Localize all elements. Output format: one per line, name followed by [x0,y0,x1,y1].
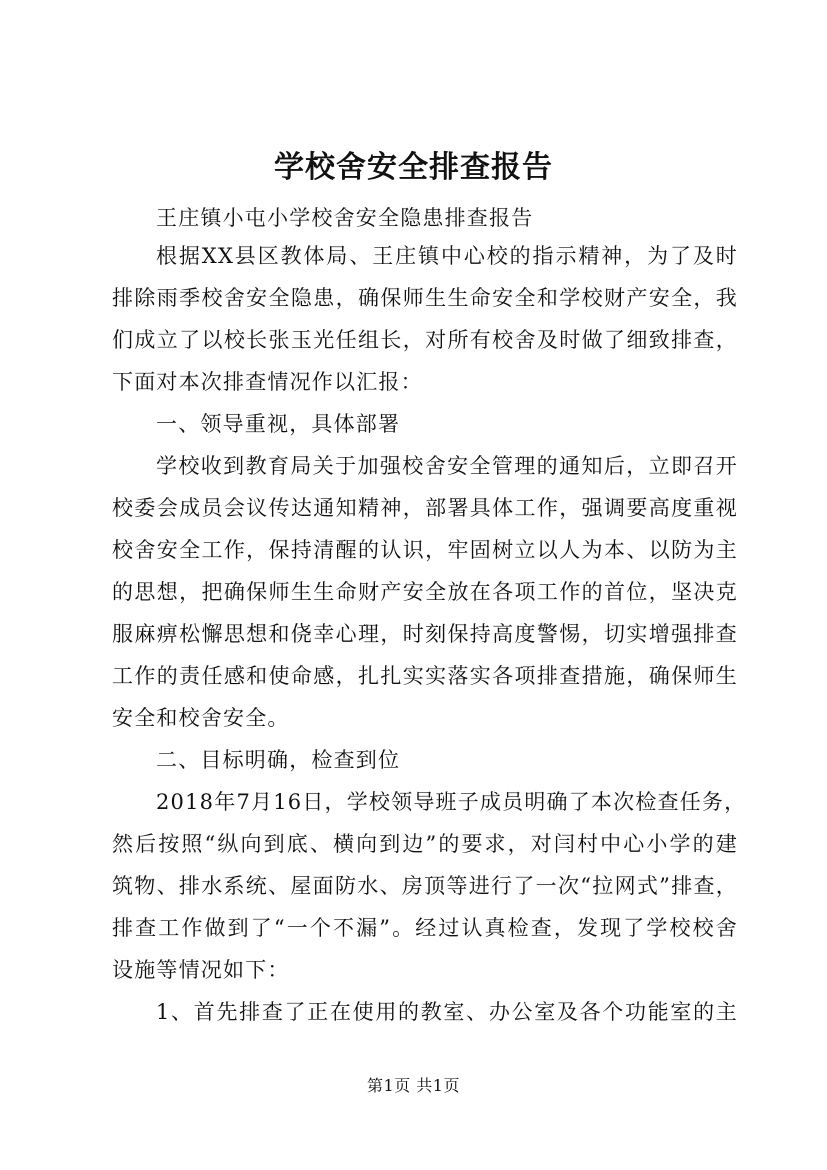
paragraph-line: 校舍安全工作，保持清醒的认识，牢固树立以人为本、以防为主 [112,538,738,562]
paragraph-line: 们成立了以校长张玉光任组长，对所有校舍及时做了细致排查， [112,328,738,352]
paragraph-line: 2018年7月16日，学校领导班子成员明确了本次检查任务， [156,790,747,814]
paragraph-line: 排查工作做到了“一个不漏”。经过认真检查，发现了学校校舍 [112,916,738,940]
paragraph-line: 工作的责任感和使命感，扎扎实实落实各项排查措施，确保师生 [112,664,738,688]
paragraph-line: 根据XX县区教体局、王庄镇中心校的指示精神，为了及时 [156,244,738,268]
paragraph-line: 安全和校舍安全。 [112,706,290,730]
paragraph-line: 设施等情况如下： [112,958,290,982]
paragraph-line: 筑物、排水系统、屋面防水、房顶等进行了一次“拉网式”排查， [112,874,738,898]
paragraph-line: 的思想，把确保师生生命财产安全放在各项工作的首位，坚决克 [112,580,738,604]
paragraph-line: 下面对本次排查情况作以汇报： [112,370,423,394]
paragraph-line: 然后按照“纵向到底、横向到边”的要求，对闫村中心小学的建 [112,832,738,856]
paragraph-line: 学校收到教育局关于加强校舍安全管理的通知后，立即召开 [156,454,738,478]
page-number-footer: 第1页 共1页 [367,1076,460,1095]
paragraph-line: 排除雨季校舍安全隐患，确保师生生命安全和学校财产安全，我 [112,286,738,310]
section-heading-2: 二、目标明确，检查到位 [156,748,401,772]
document-title: 学校舍安全排查报告 [274,150,553,185]
paragraph-line: 1、首先排查了正在使用的教室、办公室及各个功能室的主 [156,1000,738,1024]
paragraph-line: 服麻痹松懈思想和侥幸心理，时刻保持高度警惕，切实增强排查 [112,622,738,646]
report-subtitle: 王庄镇小屯小学校舍安全隐患排查报告 [156,206,534,230]
section-heading-1: 一、领导重视，具体部署 [156,412,401,436]
paragraph-line: 校委会成员会议传达通知精神，部署具体工作，强调要高度重视 [112,496,738,520]
